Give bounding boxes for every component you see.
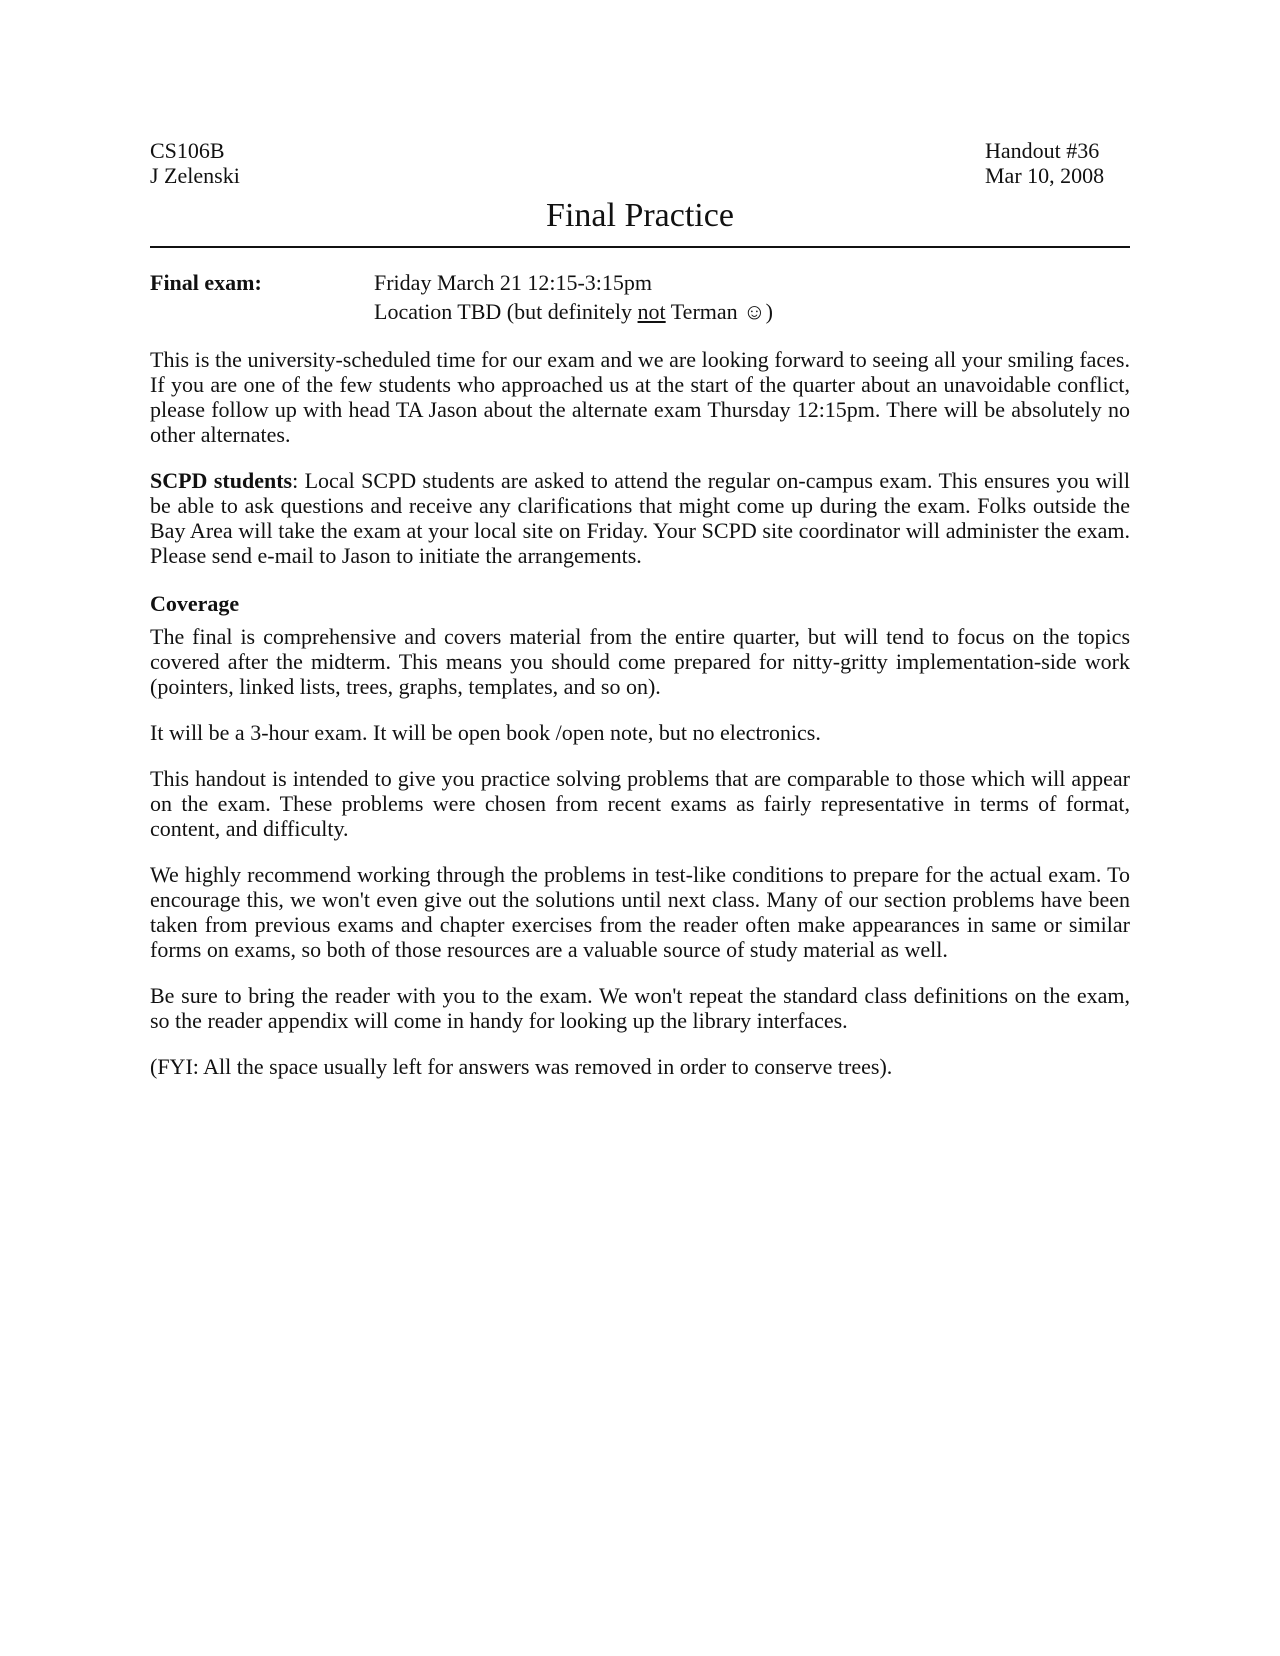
coverage-heading: Coverage: [150, 591, 240, 616]
location-emphasis: not: [637, 299, 666, 324]
scpd-text: : Local SCPD students are asked to attend the regular on-campus exam. This ensures you will be able to ask questions and receive any clarifications that might come up during the exam. Folks outside the Bay Area will take the exam at your local site on Friday. Your SCPD site coordinator will administer the exam. Please send e-mail to Jason to initiate the arrangements.: [150, 468, 1130, 568]
handout-date: Mar 10, 2008: [985, 163, 1105, 188]
location-prefix: Location TBD (but definitely: [374, 299, 638, 324]
final-exam-info: [150, 268, 1130, 326]
title-divider: [150, 246, 1130, 248]
final-exam-details: [374, 268, 773, 326]
handout-page: [150, 138, 1130, 1079]
scpd-label: SCPD students: [150, 468, 293, 493]
reader-paragraph: Be sure to bring the reader with you to the exam. We won't repeat the standard class definitions on the exam, so the reader appendix will come in handy for looking up the library interfaces.: [150, 983, 1130, 1033]
header-left: [150, 138, 450, 188]
fyi-paragraph: (FYI: All the space usually left for answers was removed in order to conserve trees).: [150, 1054, 893, 1079]
schedule-paragraph: This is the university-scheduled time for our exam and we are looking forward to seeing all your smiling faces. If you are one of the few students who approached us at the start of the quarter about an unavoidable conflict, please follow up with head TA Jason about the alternate exam Thursday 12:15pm. There will be absolutely no other alternates.: [150, 347, 1130, 447]
final-exam-label: Final exam:: [150, 270, 262, 295]
final-exam-location: [374, 297, 773, 326]
recommend-paragraph: We highly recommend working through the problems in test-like conditions to prepare for the actual exam. To encourage this, we won't even give out the solutions until next class. Many of our section problems have been taken from previous exams and chapter exercises from the reader often make appearances in same or similar forms on exams, so both of those resources are a valuable source of study material as well.: [150, 862, 1130, 962]
location-suffix: Terman ☺): [665, 299, 773, 324]
header-right: [985, 138, 1120, 188]
final-exam-time: Friday March 21 12:15-3:15pm: [374, 270, 653, 295]
scpd-paragraph: [150, 468, 1130, 568]
handout-header: [150, 138, 1130, 188]
format-paragraph: It will be a 3-hour exam. It will be open book /open note, but no electronics.: [150, 720, 821, 745]
page-title: Final Practice: [546, 197, 734, 234]
course-code: CS106B: [150, 138, 225, 163]
handout-number: Handout #36: [985, 138, 1100, 163]
coverage-paragraph: The final is comprehensive and covers material from the entire quarter, but will tend to focus on the topics covered after the midterm. This means you should come prepared for nitty-gritty implementation-side work (pointers, linked lists, trees, graphs, templates, and so on).: [150, 624, 1130, 699]
instructor-name: J Zelenski: [150, 163, 240, 188]
purpose-paragraph: This handout is intended to give you practice solving problems that are comparable to those which will appear on the exam. These problems were chosen from recent exams as fairly representative in terms of format, content, and difficulty.: [150, 766, 1130, 841]
